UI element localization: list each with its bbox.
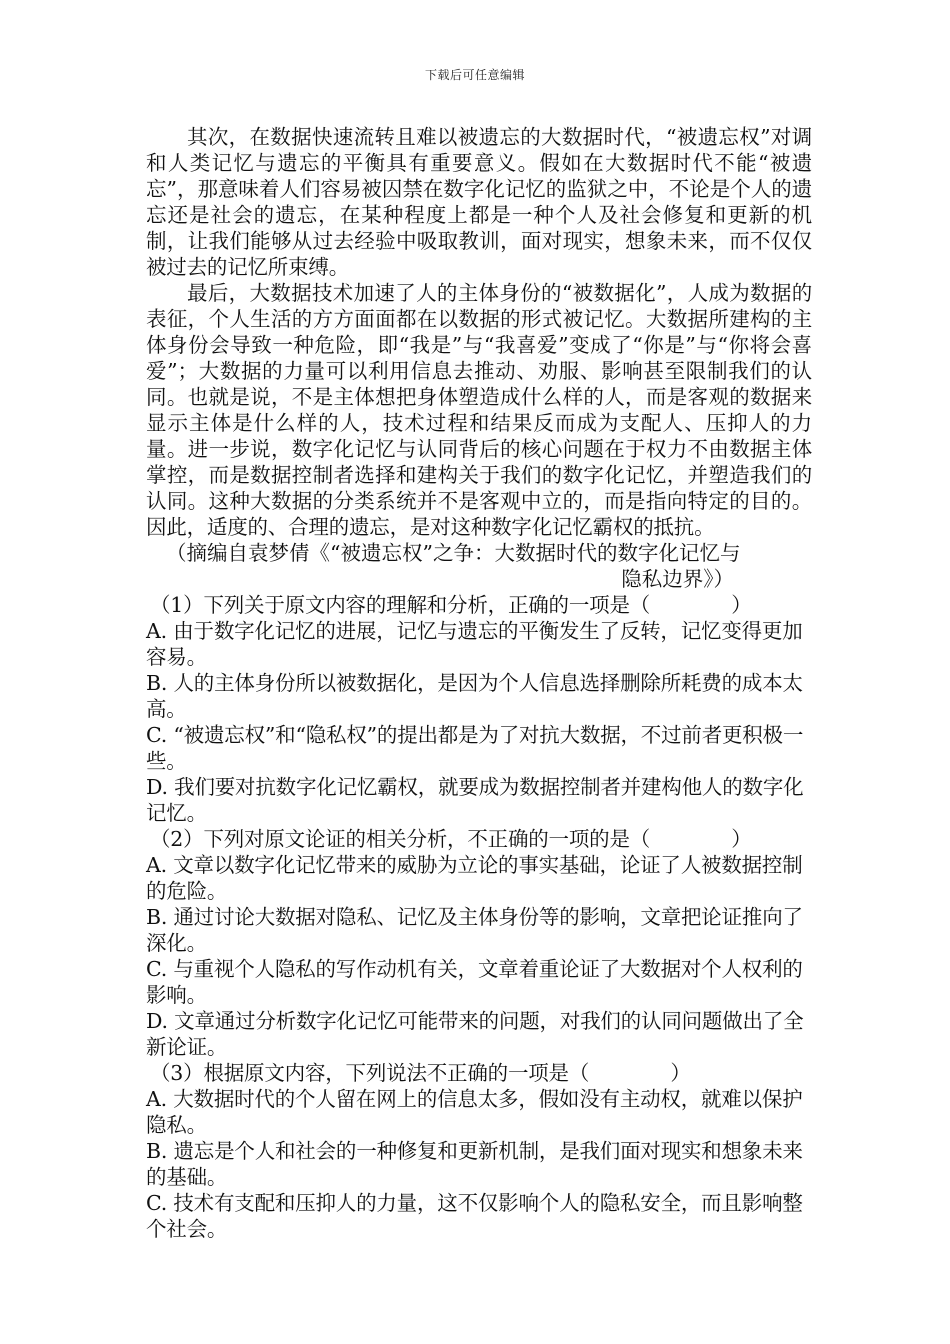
option-c: C. 技术有支配和压抑人的力量，这不仅影响个人的隐私安全，而且影响整个社会。 xyxy=(146,1191,803,1241)
option-b: B. 人的主体身份所以被数据化，是因为个人信息选择删除所耗费的成本太高。 xyxy=(146,671,803,721)
question-2 xyxy=(146,826,812,1060)
option-a: A. 文章以数字化记忆带来的威胁为立论的事实基础，论证了人被数据控制的危险。 xyxy=(146,853,803,903)
option-c: C. “被遗忘权”和“隐私权”的提出都是为了对抗大数据，不过前者更积极一些。 xyxy=(146,723,804,773)
option-d: D. 文章通过分析数字化记忆可能带来的问题，对我们的认同问题做出了全新论证。 xyxy=(146,1009,804,1059)
option-d: D. 我们要对抗数字化记忆霸权，就要成为数据控制者并建构他人的数字化记忆。 xyxy=(146,775,804,825)
option-b: B. 遗忘是个人和社会的一种修复和更新机制，是我们面对现实和想象未来的基础。 xyxy=(146,1139,803,1189)
question-stem: （2）下列对原文论证的相关分析，不正确的一项的是（ ） xyxy=(150,827,752,851)
document-body xyxy=(146,124,812,1242)
question-1 xyxy=(146,592,812,826)
source-citation-end: 隐私边界》） xyxy=(621,567,734,591)
question-stem: （3）根据原文内容，下列说法不正确的一项是（ ） xyxy=(150,1061,691,1085)
paragraph-second: 其次，在数据快速流转且难以被遗忘的大数据时代，“被遗忘权”对调和人类记忆与遗忘的平衡具有重要意义。假如在大数据时代不能“被遗忘”，那意味着人们容易被囚禁在数字化记忆的监狱之中，不论是个人的遗忘还是社会的遗忘，在某种程度上都是一种个人及社会修复和更新的机制，让我们能够从过去经验中吸取教训，面对现实，想象未来，而不仅仅被过去的记忆所束缚。 xyxy=(146,125,812,279)
option-a: A. 由于数字化记忆的进展，记忆与遗忘的平衡发生了反转，记忆变得更加容易。 xyxy=(146,619,803,669)
page-header: 下载后可任意编辑 xyxy=(424,68,525,82)
paragraph-last: 最后，大数据技术加速了人的主体身份的“被数据化”，人成为数据的表征，个人生活的方方面面都在以数据的形式被记忆。大数据所建构的主体身份会导致一种危险，即“我是”与“我喜爱”变成了“你是”与“你将会喜爱”；大数据的力量可以利用信息去推动、劝服、影响甚至限制我们的认同。也就是说，不是主体想把身体塑造成什么样的人，而是客观的数据来显示主体是什么样的人，技术过程和结果反而成为支配人、压抑人的力量。进一步说，数字化记忆与认同背后的核心问题在于权力不由数据主体掌控，而是数据控制者选择和建构关于我们的数字化记忆，并塑造我们的认同。这种大数据的分类系统并不是客观中立的，而是指向特定的目的。因此，适度的、合理的遗忘，是对这种数字化记忆霸权的抵抗。 xyxy=(146,281,812,539)
option-c: C. 与重视个人隐私的写作动机有关，文章着重论证了大数据对个人权利的影响。 xyxy=(146,957,803,1007)
option-a: A. 大数据时代的个人留在网上的信息太多，假如没有主动权，就难以保护隐私。 xyxy=(146,1087,803,1137)
source-citation: （摘编自袁梦倩《“被遗忘权”之争：大数据时代的数字化记忆与 xyxy=(166,541,741,565)
question-stem: （1）下列关于原文内容的理解和分析，正确的一项是（ ） xyxy=(150,593,752,617)
question-3 xyxy=(146,1060,812,1242)
option-b: B. 通过讨论大数据对隐私、记忆及主体身份等的影响，文章把论证推向了深化。 xyxy=(146,905,803,955)
